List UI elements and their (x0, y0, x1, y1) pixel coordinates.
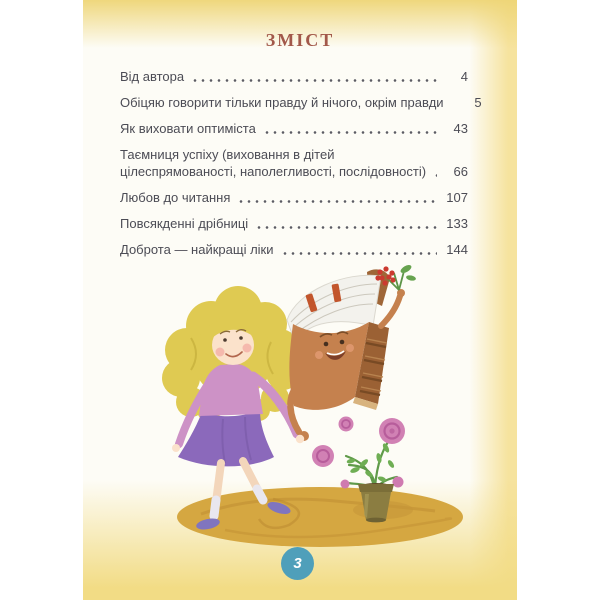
toc-entry-page: 4 (460, 69, 468, 84)
book-character-illustration (287, 263, 416, 432)
toc-entry (120, 68, 468, 85)
toc-entry-page: 107 (446, 190, 468, 205)
book-arm-right (381, 296, 400, 326)
toc-entry (120, 146, 468, 180)
toc-entry-title: Повсякденні дрібниці (120, 216, 249, 231)
dot-leader (433, 163, 437, 180)
toc-entry (120, 215, 468, 232)
dot-leader (263, 120, 437, 137)
page-title: ЗМІСТ (265, 30, 335, 50)
toc-entry-page: 5 (474, 95, 482, 110)
toc-entry (120, 120, 468, 137)
table-of-contents (120, 68, 482, 267)
toc-entry-title: Від автора (120, 69, 185, 84)
toc-entry-title-line1: Таємниця успіху (виховання в дітей (120, 147, 335, 162)
dot-leader (255, 215, 437, 232)
toc-entry (120, 189, 468, 206)
toc-entry (120, 241, 468, 258)
toc-entry-title-line2: цілеспрямованості, наполегливості, послідовності) (120, 164, 427, 179)
toc-entry-page: 133 (446, 216, 468, 231)
page-number: 3 (293, 555, 302, 572)
toc-entry-page: 43 (453, 121, 468, 136)
toc-entry-page: 66 (453, 164, 468, 179)
book-page (83, 0, 517, 600)
page-number-badge (281, 547, 314, 580)
toc-entry-title: Доброта — найкращі ліки (120, 242, 274, 257)
toc-entry (120, 94, 482, 111)
toc-entry-title: Обіцяю говорити тільки правду й нічого, окрім правди (120, 95, 444, 110)
toc-entry-title: Любов до читання (120, 190, 231, 205)
dot-leader (191, 68, 437, 85)
dot-leader (281, 241, 438, 258)
toc-entry-title: Як виховати оптиміста (120, 121, 256, 136)
toc-entry-page: 144 (446, 242, 468, 257)
dot-leader (237, 189, 437, 206)
